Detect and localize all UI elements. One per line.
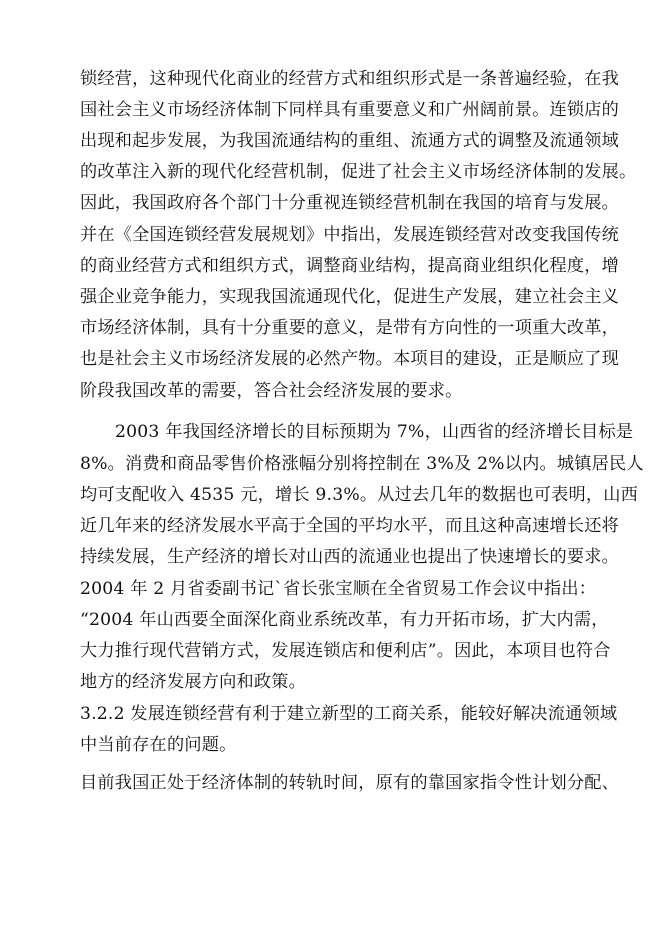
paragraph-line: “2004 年山西要全面深化商业系统改革，有力开拓市场，扩大内需， [80, 610, 609, 630]
paragraph-line: 大力推行现代营销方式，发展连锁店和便利店”。因此，本项目也符合 [80, 641, 611, 661]
paragraph-line: 2004 年 2 月省委副书记`省长张宝顺在全省贸易工作会议中指出： [80, 579, 597, 599]
paragraph-line: 锁经营，这种现代化商业的经营方式和组织形式是一条普遍经验，在我 [80, 69, 620, 89]
paragraph-line: 近几年来的经济发展水平高于全国的平均水平，而且这种高速增长还将 [80, 516, 620, 536]
paragraph-line: 目前我国正处于经济体制的转轨时间，原有的靠国家指令性计划分配、 [80, 773, 620, 793]
paragraph-line: 的改革注入新的现代化经营机制，促进了社会主义市场经济体制的发展。 [80, 162, 637, 182]
paragraph-line: 8%。消费和商品零售价格涨幅分别将控制在 3%及 2%以内。城镇居民人 [80, 454, 644, 474]
paragraph-line: 均可支配收入 4535 元，增长 9.3%。从过去几年的数据也可表明，山西 [80, 485, 639, 505]
paragraph-line: 强企业竞争能力，实现我国流通现代化，促进生产发展，建立社会主义 [80, 287, 620, 307]
paragraph-line: 阶段我国改革的需要，答合社会经济发展的要求。 [80, 381, 463, 401]
paragraph-line: 也是社会主义市场经济发展的必然产物。本项目的建设，正是顺应了现 [80, 349, 620, 369]
section-heading-line: 3.2.2 发展连锁经营有利于建立新型的工商关系，能较好解决流通领域 [80, 704, 618, 724]
paragraph-line: 出现和起步发展，为我国流通结构的重组、流通方式的调整及流通领域 [80, 131, 620, 151]
section-heading-line: 中当前存在的问题。 [80, 735, 237, 755]
paragraph-line: 市场经济体制，具有十分重要的意义，是带有方向性的一项重大改革， [80, 318, 620, 338]
paragraph-line: 的商业经营方式和组织方式，调整商业结构，提高商业组织化程度，增 [80, 256, 620, 276]
paragraph-line: 持续发展，生产经济的增长对山西的流通业也提出了快速增长的要求。 [80, 547, 620, 567]
paragraph-line: 国社会主义市场经济体制下同样具有重要意义和广州阔前景。连锁店的 [80, 100, 620, 120]
paragraph-line: 并在《全国连锁经营发展规划》中指出，发展连锁经营对改变我国传统 [80, 225, 620, 245]
paragraph-line: 2003 年我国经济增长的目标预期为 7%，山西省的经济增长目标是 [115, 422, 634, 442]
paragraph-line: 因此，我国政府各个部门十分重视连锁经营机制在我国的培育与发展。 [80, 193, 620, 213]
paragraph-line: 地方的经济发展方向和政策。 [80, 672, 307, 692]
